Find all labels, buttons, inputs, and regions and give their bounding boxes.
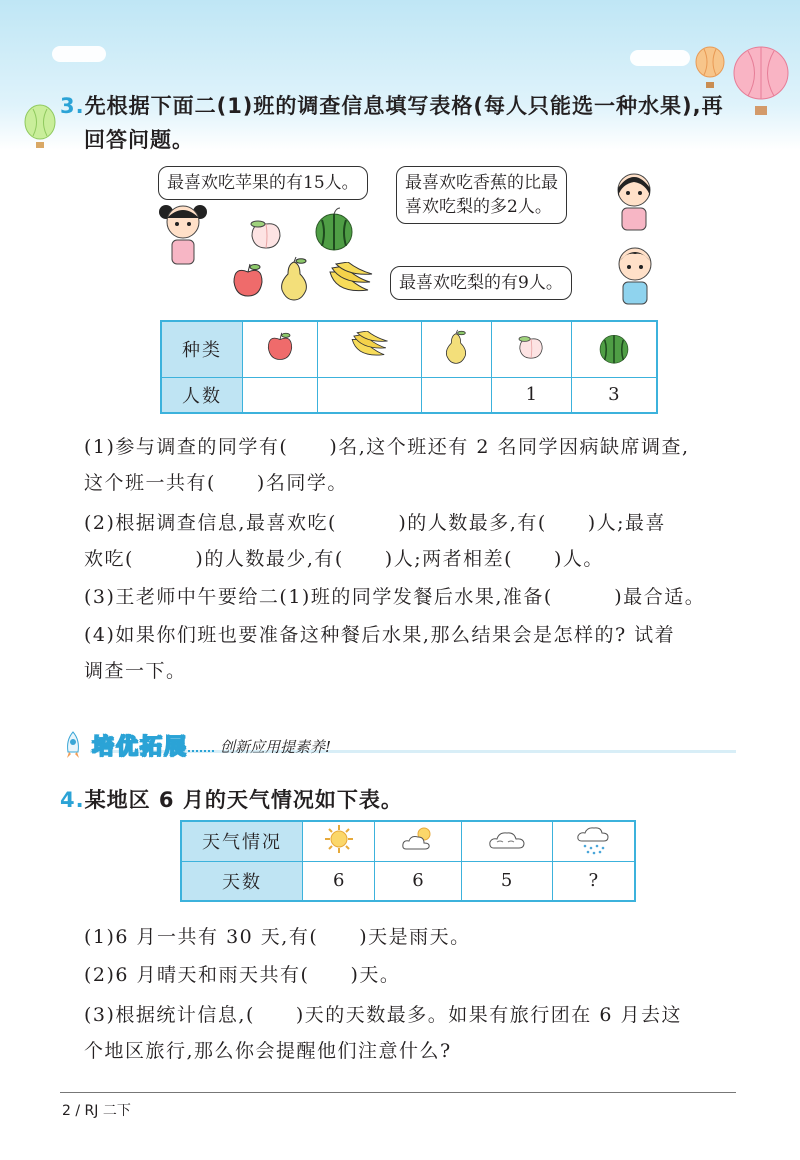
peach-icon (515, 332, 547, 362)
table-header-cell: 天气情况 (181, 821, 303, 861)
peach-icon (246, 216, 286, 252)
watermelon-icon (597, 329, 631, 365)
hot-air-balloon-icon (690, 46, 730, 92)
banana-icon (326, 262, 374, 300)
partly-cloudy-icon (400, 825, 436, 853)
pear-icon (276, 256, 312, 302)
count-cell: 5 (461, 861, 552, 901)
q3-sub2-line1: (2)根据调查信息,最喜欢吃( )的人数最多,有( )人;最喜 (84, 512, 667, 534)
q3-sub4-line2: 调查一下。 (84, 660, 187, 682)
page-footer: 2 / RJ 二下 (62, 1103, 131, 1119)
question-text: 某地区 6 月的天气情况如下表。 (84, 788, 403, 812)
cloud-decoration (52, 46, 106, 62)
count-cell[interactable]: ? (552, 861, 635, 901)
speech-bubble-apple: 最喜欢吃苹果的有15人。 (158, 166, 368, 200)
q3-sub2-line2: 欢吃( )的人数最少,有( )人;两者相差( )人。 (84, 548, 604, 570)
question-number: 3. (60, 94, 85, 118)
apple-icon (265, 331, 295, 363)
table-cell (375, 821, 461, 861)
rainy-icon (576, 823, 610, 855)
table-cell (243, 321, 318, 377)
apple-icon (230, 262, 266, 300)
cloud-decoration (630, 50, 690, 66)
table-cell (421, 321, 491, 377)
question-text: 先根据下面二(1)班的调查信息填写表格(每人只能选一种水果),再 (84, 94, 724, 118)
question-number: 4. (60, 788, 85, 812)
weather-table (180, 820, 636, 902)
count-cell[interactable] (243, 377, 318, 413)
footer-divider (60, 1092, 736, 1093)
count-cell: 3 (571, 377, 657, 413)
q3-sub1-line2: 这个班一共有( )名同学。 (84, 472, 348, 494)
speech-bubble-banana (396, 166, 567, 224)
bubble-line: 最喜欢吃香蕉的比最 (405, 173, 558, 193)
q4-sub3-line1: (3)根据统计信息,( )天的天数最多。如果有旅行团在 6 月去这 (84, 1004, 682, 1026)
count-cell[interactable] (421, 377, 491, 413)
q3-sub1-line1: (1)参与调查的同学有( )名,这个班还有 2 名同学因病缺席调查, (84, 436, 690, 458)
rocket-icon (62, 730, 84, 760)
pear-icon (442, 328, 470, 366)
hot-air-balloon-icon (730, 46, 792, 118)
girl-illustration (152, 196, 214, 268)
boy-illustration (608, 240, 662, 306)
banana-icon (348, 331, 390, 363)
section-title: 培优拓展 (92, 735, 189, 760)
table-cell (317, 321, 421, 377)
count-cell: 6 (375, 861, 461, 901)
table-cell (552, 821, 635, 861)
hot-air-balloon-icon (20, 104, 60, 152)
question-3-title (60, 90, 724, 120)
section-wave (188, 744, 214, 752)
q3-sub3-line1: (3)王老师中午要给二(1)班的同学发餐后水果,准备( )最合适。 (84, 586, 706, 608)
sunny-icon (324, 824, 354, 854)
fruit-survey-table (160, 320, 658, 414)
q4-sub2: (2)6 月晴天和雨天共有( )天。 (84, 964, 401, 986)
question-3-title-line2: 回答问题。 (84, 128, 194, 152)
question-4-title (60, 784, 403, 814)
count-cell: 1 (491, 377, 571, 413)
table-header-cell: 天数 (181, 861, 303, 901)
bubble-line: 喜欢吃梨的多2人。 (405, 197, 552, 217)
q4-sub3-line2: 个地区旅行,那么你会提醒他们注意什么? (84, 1040, 452, 1062)
q3-sub4-line1: (4)如果你们班也要准备这种餐后水果,那么结果会是怎样的? 试着 (84, 624, 676, 646)
section-subtitle: 创新应用提素养! (220, 738, 332, 756)
table-cell (571, 321, 657, 377)
table-cell (303, 821, 375, 861)
speech-bubble-pear: 最喜欢吃梨的有9人。 (390, 266, 572, 300)
girl-illustration (606, 166, 662, 232)
cloudy-icon (488, 826, 526, 852)
watermelon-icon (312, 206, 356, 252)
q4-sub1: (1)6 月一共有 30 天,有( )天是雨天。 (84, 926, 471, 948)
table-cell (461, 821, 552, 861)
count-cell[interactable] (317, 377, 421, 413)
table-cell (491, 321, 571, 377)
table-header-cell: 种类 (161, 321, 243, 377)
table-header-cell: 人数 (161, 377, 243, 413)
count-cell: 6 (303, 861, 375, 901)
